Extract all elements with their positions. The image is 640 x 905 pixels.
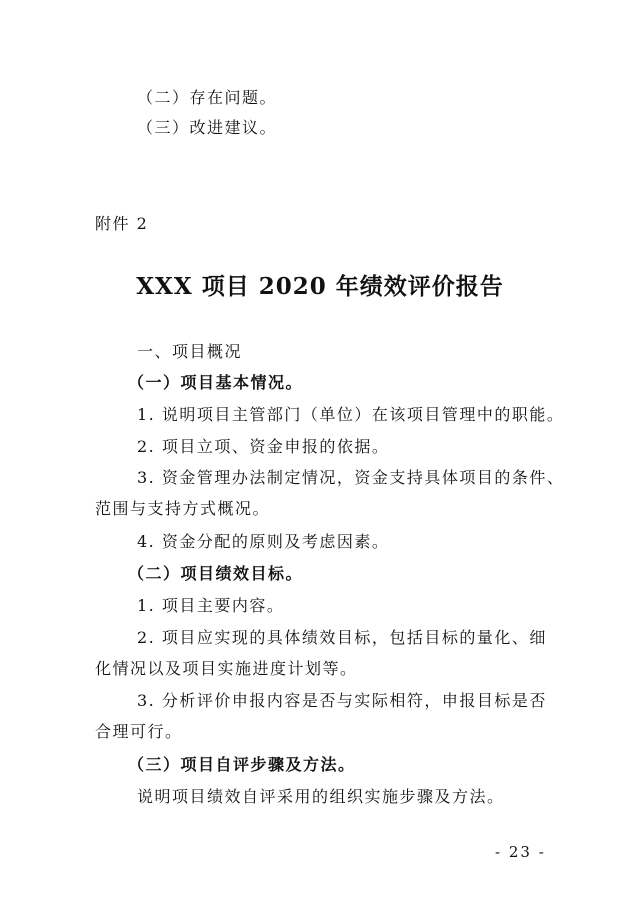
subsection-heading-performance-goals: （二）项目绩效目标。 <box>128 564 304 583</box>
subsection-heading-self-evaluation: （三）项目自评步骤及方法。 <box>128 755 356 774</box>
paragraph-line: 3. 资金管理办法制定情况，资金支持具体项目的条件、 <box>137 468 565 487</box>
paragraph-line: 2. 项目应实现的具体绩效目标，包括目标的量化、细 <box>137 628 547 647</box>
paragraph-line: 2. 项目立项、资金申报的依据。 <box>137 437 390 456</box>
document-title: XXX 项目 2020 年绩效评价报告 <box>136 273 504 300</box>
section-item-suggestions: （三）改进建议。 <box>137 118 278 137</box>
paragraph-line: 范围与支持方式概况。 <box>95 499 271 518</box>
paragraph-line: 1. 说明项目主管部门（单位）在该项目管理中的职能。 <box>137 405 565 424</box>
paragraph-line: 说明项目绩效自评采用的组织实施步骤及方法。 <box>137 787 505 806</box>
section-item-problems: （二）存在问题。 <box>137 88 278 107</box>
section-heading-overview: 一、项目概况 <box>137 342 243 361</box>
paragraph-line: 化情况以及项目实施进度计划等。 <box>95 659 358 678</box>
paragraph-line: 3. 分析评价申报内容是否与实际相符，申报目标是否 <box>137 691 547 710</box>
attachment-label: 附件 2 <box>95 214 149 233</box>
paragraph-line: 4. 资金分配的原则及考虑因素。 <box>137 532 390 551</box>
subsection-heading-basic-info: （一）项目基本情况。 <box>128 373 304 392</box>
paragraph-line: 合理可行。 <box>95 722 183 741</box>
paragraph-line: 1. 项目主要内容。 <box>137 596 285 615</box>
page-number: - 23 - <box>495 843 546 861</box>
